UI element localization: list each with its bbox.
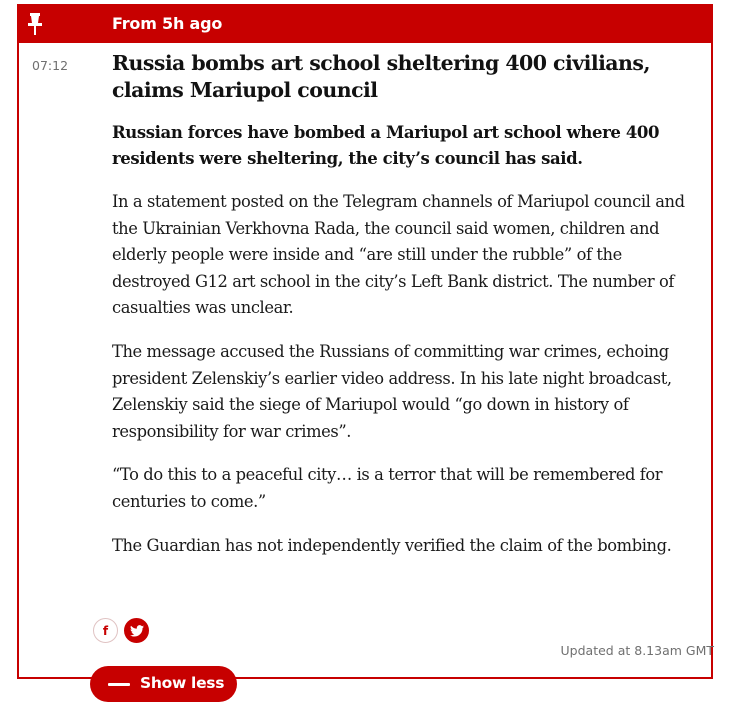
post-standfirst: Russian forces have bombed a Mariupol art school where 400 residents were sheltering, the city’s council has said. (112, 123, 660, 168)
share-buttons (93, 618, 149, 643)
facebook-icon: f (102, 623, 109, 638)
share-facebook-button[interactable] (93, 618, 118, 643)
minus-icon (108, 683, 130, 686)
post-paragraph: The Guardian has not independently verified the claim of the bombing. (112, 535, 672, 555)
updated-timestamp: Updated at 8.13am GMT (560, 643, 714, 658)
pin-icon (26, 12, 44, 36)
post-timestamp[interactable]: 07:12 (32, 58, 69, 73)
post-paragraph: “To do this to a peaceful city… is a terror that will be remembered for centuries to come.” (112, 465, 663, 511)
header-label: From 5h ago (112, 14, 223, 33)
show-less-button[interactable] (90, 666, 237, 702)
liveblog-card (17, 4, 713, 679)
pinned-header (19, 6, 711, 43)
post-paragraph: In a statement posted on the Telegram channels of Mariupol council and the Ukrainian Verkhovna Rada, the council said women, children and elderly people were inside and “are still under the rubble” of the destroyed G12 art school in the city’s Left Bank district. The number of casualties was unclear. (112, 192, 685, 318)
post-paragraph: The message accused the Russians of committing war crimes, echoing president Zelenskiy’s earlier video address. In his late night broadcast, Zelenskiy said the siege of Mariupol would “go down in history of responsibility for war crimes”. (112, 341, 672, 441)
share-twitter-button[interactable] (124, 618, 149, 643)
post-content (112, 50, 697, 559)
twitter-icon (130, 625, 144, 637)
post-headline: Russia bombs art school sheltering 400 civilians, claims Mariupol council (112, 51, 650, 102)
show-less-label: Show less (140, 674, 225, 692)
